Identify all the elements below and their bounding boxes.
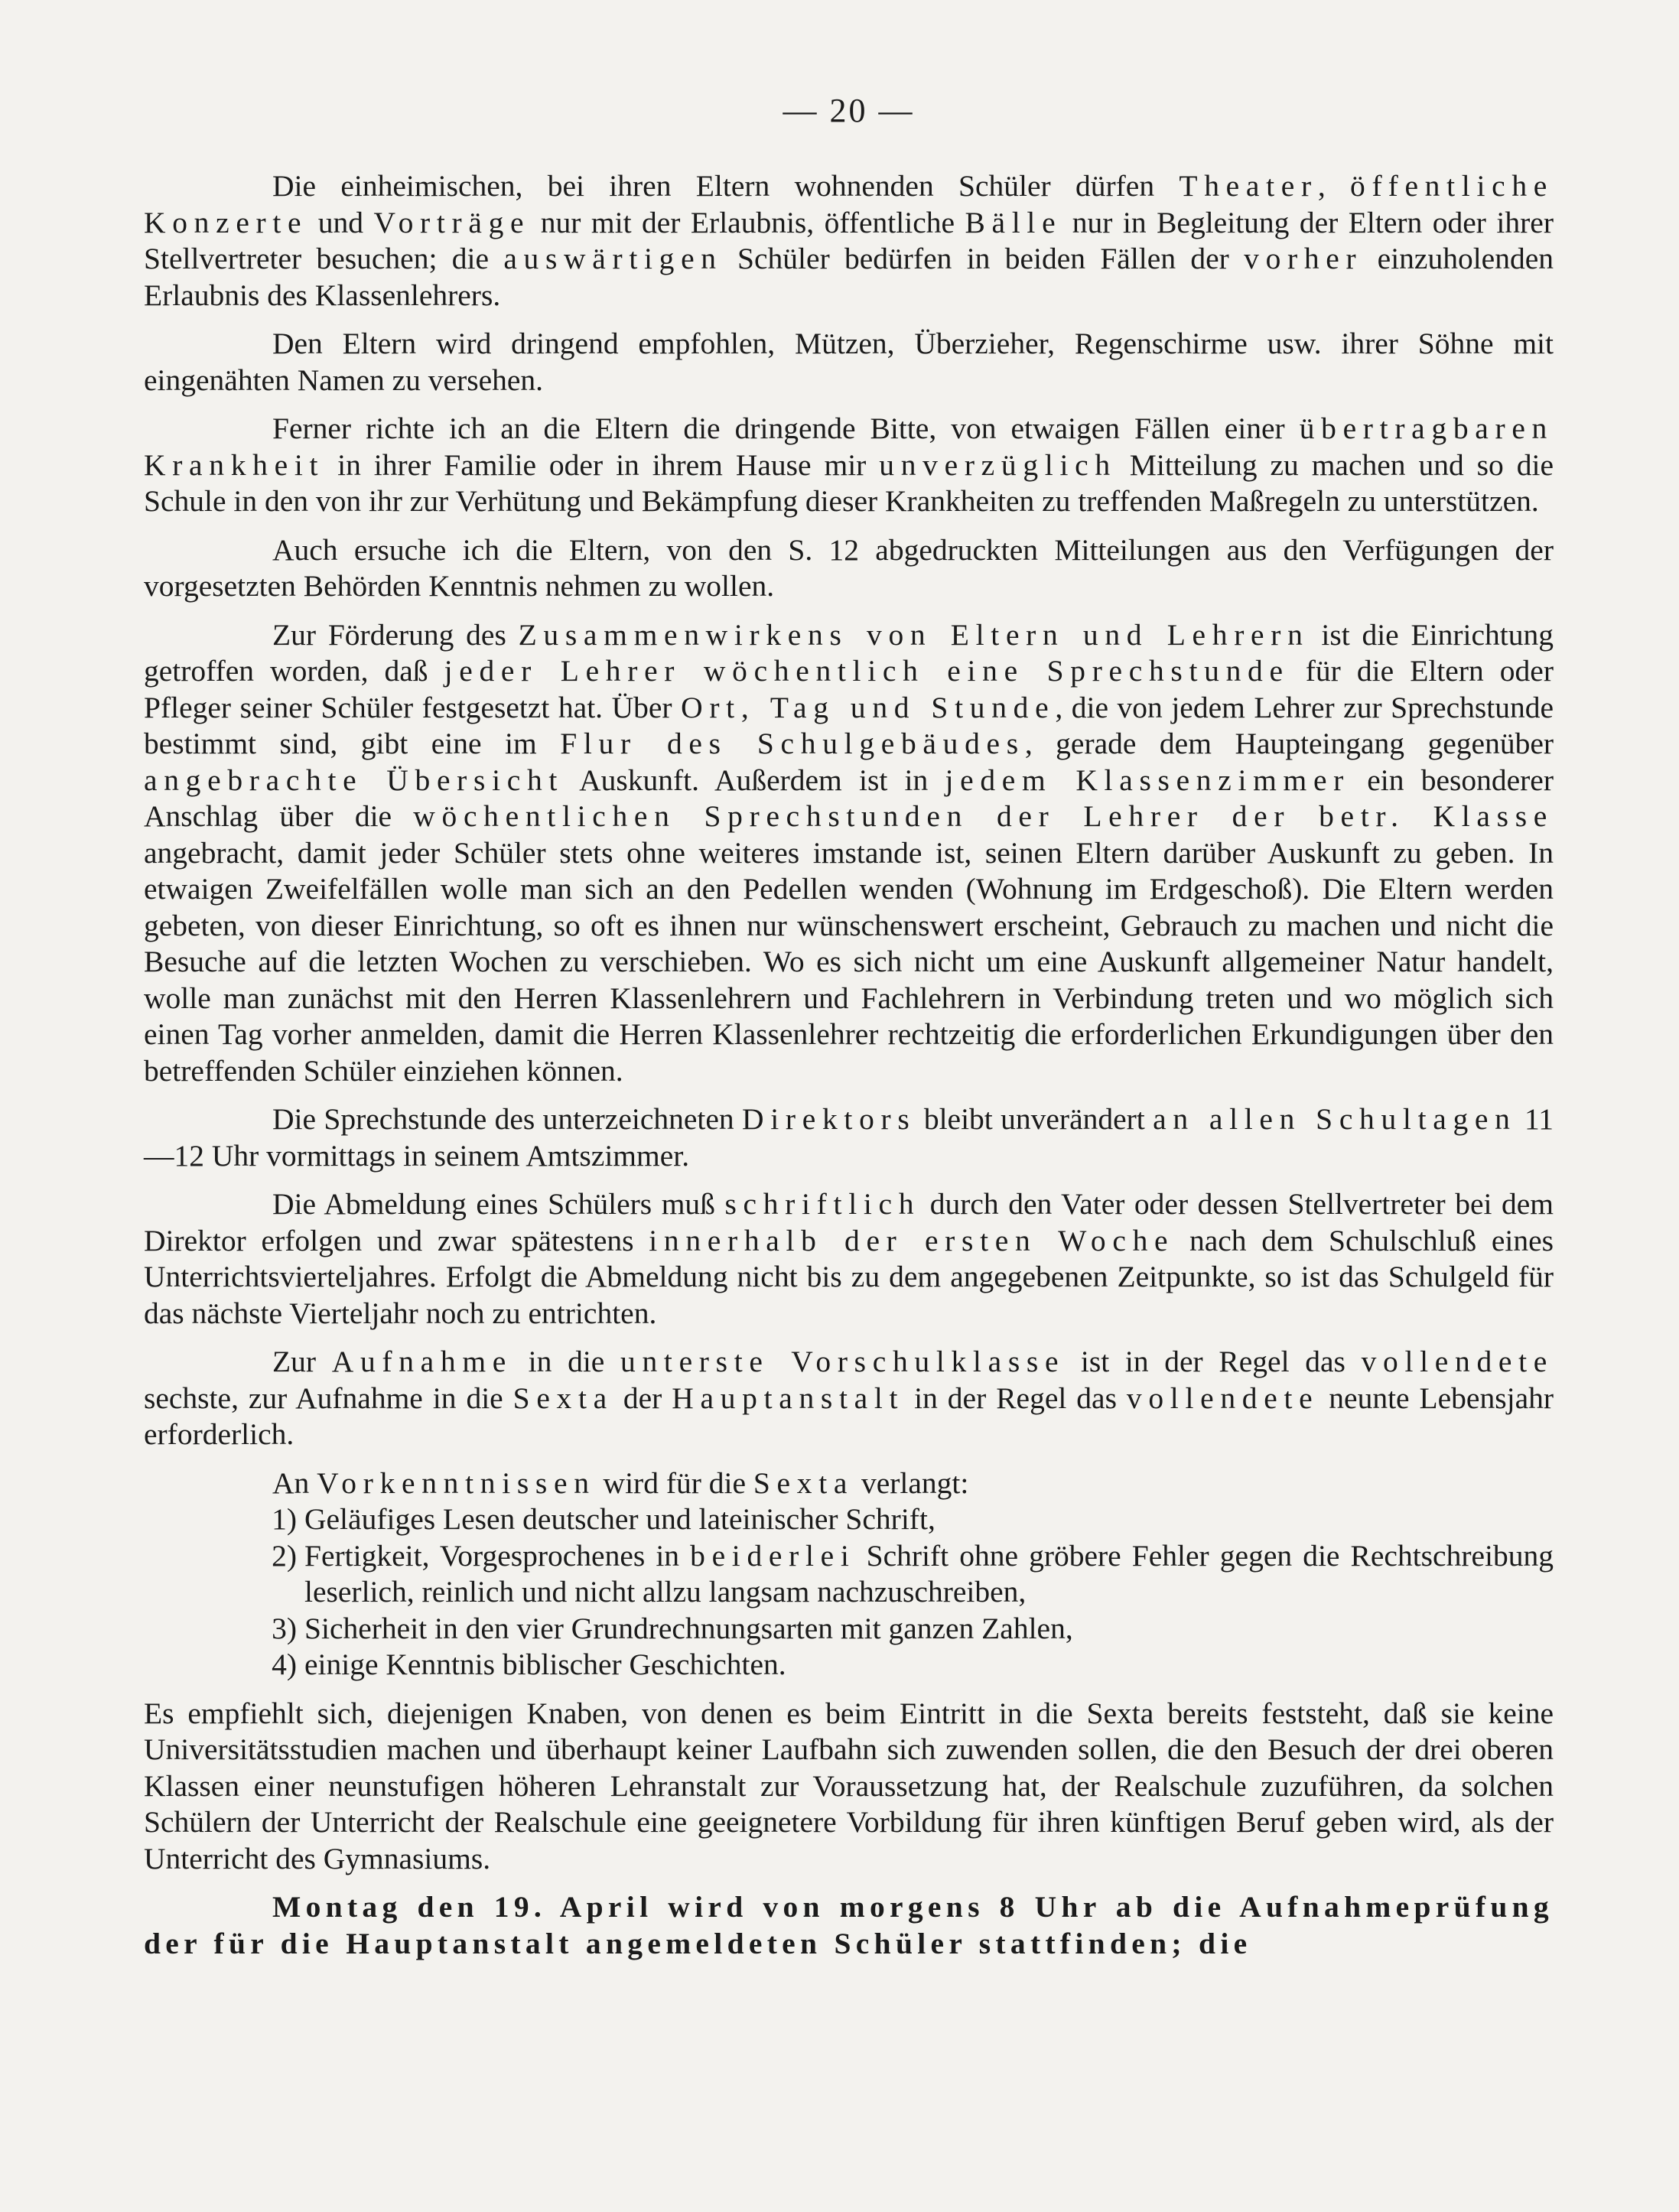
text-run: bleibt unverändert [916, 1102, 1153, 1136]
list-number: 2) [272, 1538, 297, 1573]
spaced-text: angebrachte Übersicht [144, 763, 565, 797]
text-run: 11—12 Uhr vormittags in seinem Amtszimmer. [144, 1102, 1554, 1173]
text-run: ist in der Regel das [1065, 1345, 1362, 1378]
paragraph-director-hours [144, 1101, 1554, 1174]
paragraph-visits-permission [144, 168, 1554, 314]
list-text: Geläufiges Lesen deutscher und lateinischer Schrift, [304, 1502, 935, 1536]
text-run: Schrift ohne gröbere Fehler gegen die Rechtschreibung leserlich, reinlich und nicht allzu langsam nachzuschreiben, [304, 1538, 1554, 1609]
text-run: nur mit der Erlaubnis, öffentliche [530, 205, 965, 239]
spaced-text: an allen Schultagen [1153, 1102, 1517, 1136]
text-run: verlangt: [854, 1465, 969, 1500]
text-run: An [272, 1465, 317, 1500]
text-run: Fertigkeit, Vorgesprochenes in [304, 1538, 691, 1573]
spaced-text: schriftlich [724, 1187, 921, 1221]
paragraph-regulations-notice: Auch ersuche ich die Eltern, von den S. 12 abgedruckten Mitteilungen aus den Verfügungen der vorgesetzten Behörden Kenntnis nehmen zu wollen. [144, 532, 1554, 603]
spaced-text: Aufnahme [331, 1345, 512, 1378]
spaced-text: Sexta [512, 1381, 613, 1415]
text-run: nach dem Schulschluß eines Unterrichtsvierteljahres. Erfolgt die Abmeldung nicht bis zu dem angegebenen Zeitpunkte, so ist das Schulgeld für das nächste Vierteljahr noch zu entrichten. [144, 1223, 1554, 1330]
text-run: neunte Lebensjahr erforderlich. [144, 1381, 1554, 1451]
spaced-text: Sexta [753, 1465, 854, 1500]
spaced-text: Theater [1179, 169, 1318, 203]
spaced-text: Vorträge [373, 205, 531, 239]
text-run: , die von jedem Lehrer zur Sprechstunde bestimmt sind, gibt eine im [144, 690, 1554, 760]
spaced-text: Direktors [742, 1102, 916, 1136]
text-run: durch den Vater oder dessen Stellvertreter bei dem Direktor erfolgen und zwar spätestens [144, 1187, 1554, 1257]
list-number: 3) [272, 1611, 297, 1645]
spaced-text: innerhalb der ersten Woche [649, 1223, 1175, 1257]
spaced-text: vorher [1244, 242, 1363, 275]
text-run: Zur [272, 1345, 332, 1378]
spaced-text: vollendete [1126, 1381, 1319, 1415]
spaced-text: Flur des Schulgebäudes [560, 727, 1025, 760]
document-body [144, 168, 1554, 1974]
text-run: nur in Begleitung der Eltern oder ihrer Stellvertreter besuchen; die [144, 205, 1554, 275]
spaced-text: vollendete [1361, 1345, 1554, 1378]
spaced-text: unverzüglich [879, 447, 1117, 482]
spaced-text: übertragbaren Krankheit [144, 411, 1554, 482]
text-run: Die einheimischen, bei ihren Eltern wohnenden Schüler dürfen [272, 169, 1180, 203]
list-item [144, 1501, 1554, 1538]
paragraph-name-labels: Den Eltern wird dringend empfohlen, Mützen, Überzieher, Regenschirme usw. ihrer Söhne mit eingenähten Namen zu versehen. [144, 327, 1554, 397]
text-run: der [613, 1381, 672, 1415]
text-run: Auskunft. Außerdem ist in [564, 763, 945, 797]
spaced-text: beiderlei [690, 1538, 856, 1573]
spaced-text: Hauptanstalt [672, 1381, 905, 1415]
spaced-text: jedem Klassenzimmer [945, 763, 1351, 797]
text-run: Ferner richte ich an die Eltern die dringende Bitte, von etwaigen Fällen einer [272, 411, 1300, 445]
text-run: und [307, 205, 374, 239]
spaced-text: auswärtigen [503, 242, 723, 275]
list-number: 4) [272, 1648, 297, 1681]
spaced-text: wöchentlichen Sprechstunden der Lehrer der betr. Klasse [413, 799, 1554, 833]
text-run: sechste, zur Aufnahme in die [144, 1381, 513, 1415]
text-run: Zur Förderung des [272, 617, 519, 652]
text-run: Die Sprechstunde des unterzeichneten [272, 1102, 743, 1136]
text-run: , [1317, 169, 1351, 203]
text-run: in die [512, 1345, 621, 1378]
list-text [304, 1538, 1554, 1611]
text-run: wird für die [595, 1465, 753, 1500]
list-number: 1) [272, 1502, 297, 1536]
spaced-text: unterste Vorschulklasse [620, 1345, 1066, 1378]
text-run: in der Regel das [904, 1381, 1127, 1415]
paragraph-contagious-disease [144, 411, 1554, 520]
spaced-text: jeder Lehrer wöchentlich eine Sprechstunde [444, 654, 1290, 688]
paragraph-entrance-exam: Montag den 19. April wird von morgens 8 Uhr ab die Aufnahmeprüfung der für die Hauptanstalt angemeldeten Schüler stattfinden; die [144, 1890, 1554, 1960]
text-run: Die Abmeldung eines Schülers muß [272, 1187, 725, 1221]
text-run: , gerade dem Haupteingang gegenüber [1024, 727, 1554, 760]
requirements-list [144, 1501, 1554, 1683]
spaced-text: öffentliche Konzerte [144, 169, 1554, 239]
spaced-text: Zusammenwirkens von Eltern und Lehrern [518, 617, 1310, 652]
text-run: einzuholenden Erlaubnis des Klassenlehrers. [144, 242, 1554, 312]
paragraph-deregistration [144, 1186, 1554, 1332]
paragraph-admission-age [144, 1344, 1554, 1453]
list-text: einige Kenntnis biblischer Geschichten. [304, 1648, 786, 1681]
text-run: Schüler bedürfen in beiden Fällen der [722, 242, 1245, 275]
page-number: — 20 — [783, 92, 915, 129]
text-run: für die Eltern oder Pfleger seiner Schüler festgesetzt hat. Über [144, 654, 1554, 724]
paragraph-realschule-recommendation: Es empfiehlt sich, diejenigen Knaben, von denen es beim Eintritt in die Sexta bereits feststeht, daß sie keine Universitätsstudien machen und überhaupt keiner Laufbahn sich zuwenden sollen, die den Besuch der drei oberen Klassen einer neunstufigen höheren Lehranstalt zur Voraussetzung hat, der Realschule zuzuführen, da solchen Schülern der Unterricht der Realschule eine geeignetere Vorbildung für ihren künftigen Beruf geben wird, als der Unterricht des Gymnasiums. [144, 1696, 1554, 1875]
text-run: Mitteilung zu machen und so die Schule in den von ihr zur Verhütung und Bekämpfung dieser Krankheiten zu treffenden Maßregeln zu unterstützen. [144, 447, 1554, 518]
paragraph-consultation-hours [144, 617, 1554, 1090]
list-item [144, 1611, 1554, 1648]
text-run: in ihrer Familie oder in ihrem Hause mir [324, 447, 880, 482]
text-run: angebracht, damit jeder Schüler stets ohne weiteres imstande ist, seinen Eltern darüber Auskunft zu geben. In etwaigen Zweifelfällen wolle man sich an den Pedellen wenden (Wohnung im Erdgeschoß). Die Eltern werden gebeten, von dieser Einrichtung, so oft es ihnen nur wünschenswert erscheint, Gebrauch zu machen und nicht die Besuche auf die letzten Wochen zu verschieben. Wo es sich nicht um eine Auskunft allgemeiner Natur handelt, wolle man zunächst mit den Herren Klassenlehrern und Fachlehrern in Verbindung treten und wo möglich sich einen Tag vorher anmelden, damit die Herren Klassenlehrer rechtzeitig die erforderlichen Erkundigungen über den betreffenden Schüler einziehen können. [144, 835, 1554, 1088]
spaced-text: Bälle [965, 205, 1062, 239]
list-text: Sicherheit in den vier Grundrechnungsarten mit ganzen Zahlen, [304, 1611, 1073, 1645]
text-run: ein besonderer Anschlag über die [144, 763, 1554, 833]
text-run: ist die Einrichtung getroffen worden, daß [144, 617, 1554, 688]
list-item [144, 1538, 1554, 1611]
spaced-text: Vorkenntnissen [317, 1465, 596, 1500]
list-item [144, 1647, 1554, 1683]
paragraph-prior-knowledge [144, 1465, 1554, 1502]
spaced-text: Ort, Tag und Stunde [681, 690, 1056, 724]
